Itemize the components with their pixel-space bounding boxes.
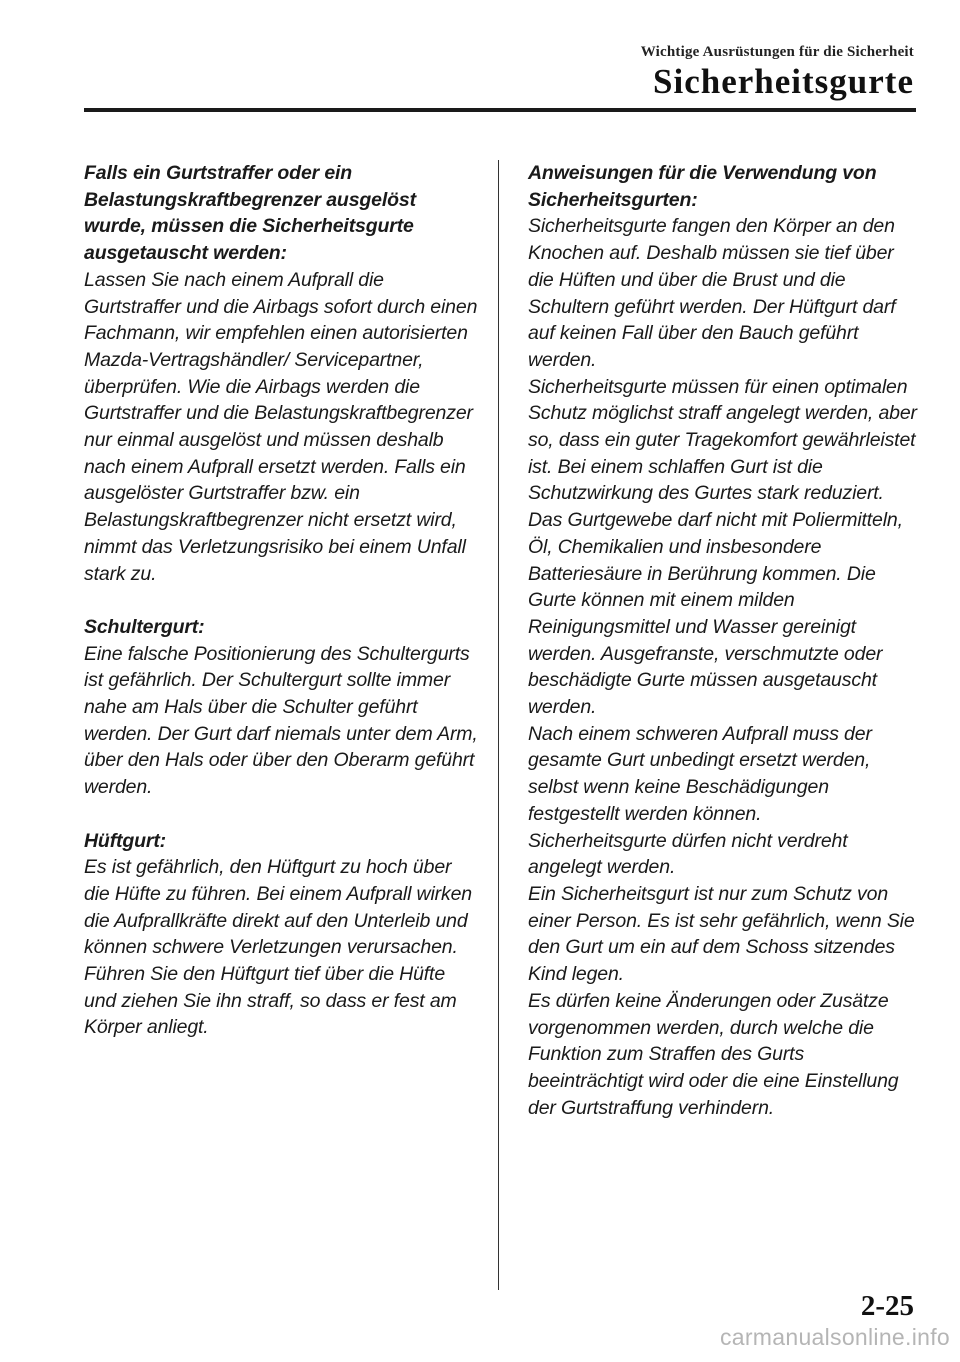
section-subtitle: Wichtige Ausrüstungen für die Sicherheit — [640, 44, 914, 60]
pretensioner-body: Lassen Sie nach einem Aufprall die Gurtstraffer und die Airbags sofort durch einen Fachmann, wir empfehlen einen autorisierten Mazda-Vertragshändler/ Servicepartner, überprüfen. Wie die Airbags werden die Gurtstraffer und die Belastungskraftbegrenzer nur einmal ausgelöst und müssen deshalb nach einem Aufprall ersetzt werden. Falls ein ausgelöster Gurtstraffer bzw. ein Belastungskraftbegrenzer nicht ersetzt wird, nimmt das Verletzungsrisiko bei einem Unfall stark zu. — [84, 268, 478, 585]
right-column — [528, 160, 920, 1121]
page-number: 2-25 — [860, 1290, 914, 1322]
shoulder-belt-heading: Schultergurt: — [84, 615, 205, 638]
usage-paragraph: Das Gurtgewebe darf nicht mit Poliermitteln, Öl, Chemikalien und insbesondere Batteriesäure in Berührung kommen. Die Gurte können mit einem milden Reinigungsmittel und Wasser gereinigt werden. Ausgefranste, verschmutzte oder beschädigte Gurte müssen ausgetauscht werden. — [528, 509, 903, 719]
column-divider — [498, 160, 499, 1290]
shoulder-belt-section — [84, 614, 480, 801]
lap-belt-section — [84, 828, 480, 1042]
usage-paragraph: Nach einem schweren Aufprall muss der gesamte Gurt unbedingt ersetzt werden, selbst wenn keine Beschädigungen festgestellt werden können. — [528, 722, 872, 825]
watermark: carmanualsonline.info — [719, 1324, 950, 1350]
pretensioner-section — [84, 160, 480, 587]
left-column — [84, 160, 480, 1041]
header-divider — [84, 108, 916, 112]
usage-paragraph: Es dürfen keine Änderungen oder Zusätze vorgenommen werden, durch welche die Funktion zum Straffen des Gurts beeinträchtigt wird oder die eine Einstellung der Gurtstraffung verhindern. — [528, 989, 899, 1119]
pretensioner-heading: Falls ein Gurtstraffer oder ein Belastungskraftbegrenzer ausgelöst wurde, müssen die Sicherheitsgurte ausgetauscht werden: — [84, 162, 416, 265]
usage-instructions-section — [528, 160, 920, 1121]
usage-paragraph: Sicherheitsgurte dürfen nicht verdreht angelegt werden. — [528, 829, 848, 879]
usage-paragraph: Sicherheitsgurte müssen für einen optimalen Schutz möglichst straff angelegt werden, aber so, dass ein guter Tragekomfort gewährleistet ist. Bei einem schlaffen Gurt ist die Schutzwirkung des Gurtes stark reduziert. — [528, 375, 917, 505]
lap-belt-heading: Hüftgurt: — [84, 829, 167, 852]
lap-belt-body: Es ist gefährlich, den Hüftgurt zu hoch über die Hüfte zu führen. Bei einem Aufprall wirken die Aufprallkräfte direkt auf den Unterleib und können schwere Verletzungen verursachen. Führen Sie den Hüftgurt tief über die Hüfte und ziehen Sie ihn straff, so dass er fest am Körper anliegt. — [84, 856, 472, 1039]
page-title: Sicherheitsgurte — [653, 62, 914, 101]
usage-paragraph: Sicherheitsgurte fangen den Körper an den Knochen auf. Deshalb müssen sie tief über die Hüften und über die Brust und die Schultern geführt werden. Der Hüftgurt darf auf keinen Fall über den Bauch geführt werden. — [528, 215, 896, 371]
shoulder-belt-body: Eine falsche Positionierung des Schultergurts ist gefährlich. Der Schultergurt sollte immer nahe am Hals über die Schulter geführt werden. Der Gurt darf niemals unter dem Arm, über den Hals oder über den Oberarm geführt werden. — [84, 642, 478, 799]
usage-paragraph: Ein Sicherheitsgurt ist nur zum Schutz von einer Person. Es ist sehr gefährlich, wenn Sie den Gurt um ein auf dem Schoss sitzendes Kind legen. — [528, 882, 915, 986]
usage-instructions-heading: Anweisungen für die Verwendung von Sicherheitsgurten: — [528, 162, 877, 211]
